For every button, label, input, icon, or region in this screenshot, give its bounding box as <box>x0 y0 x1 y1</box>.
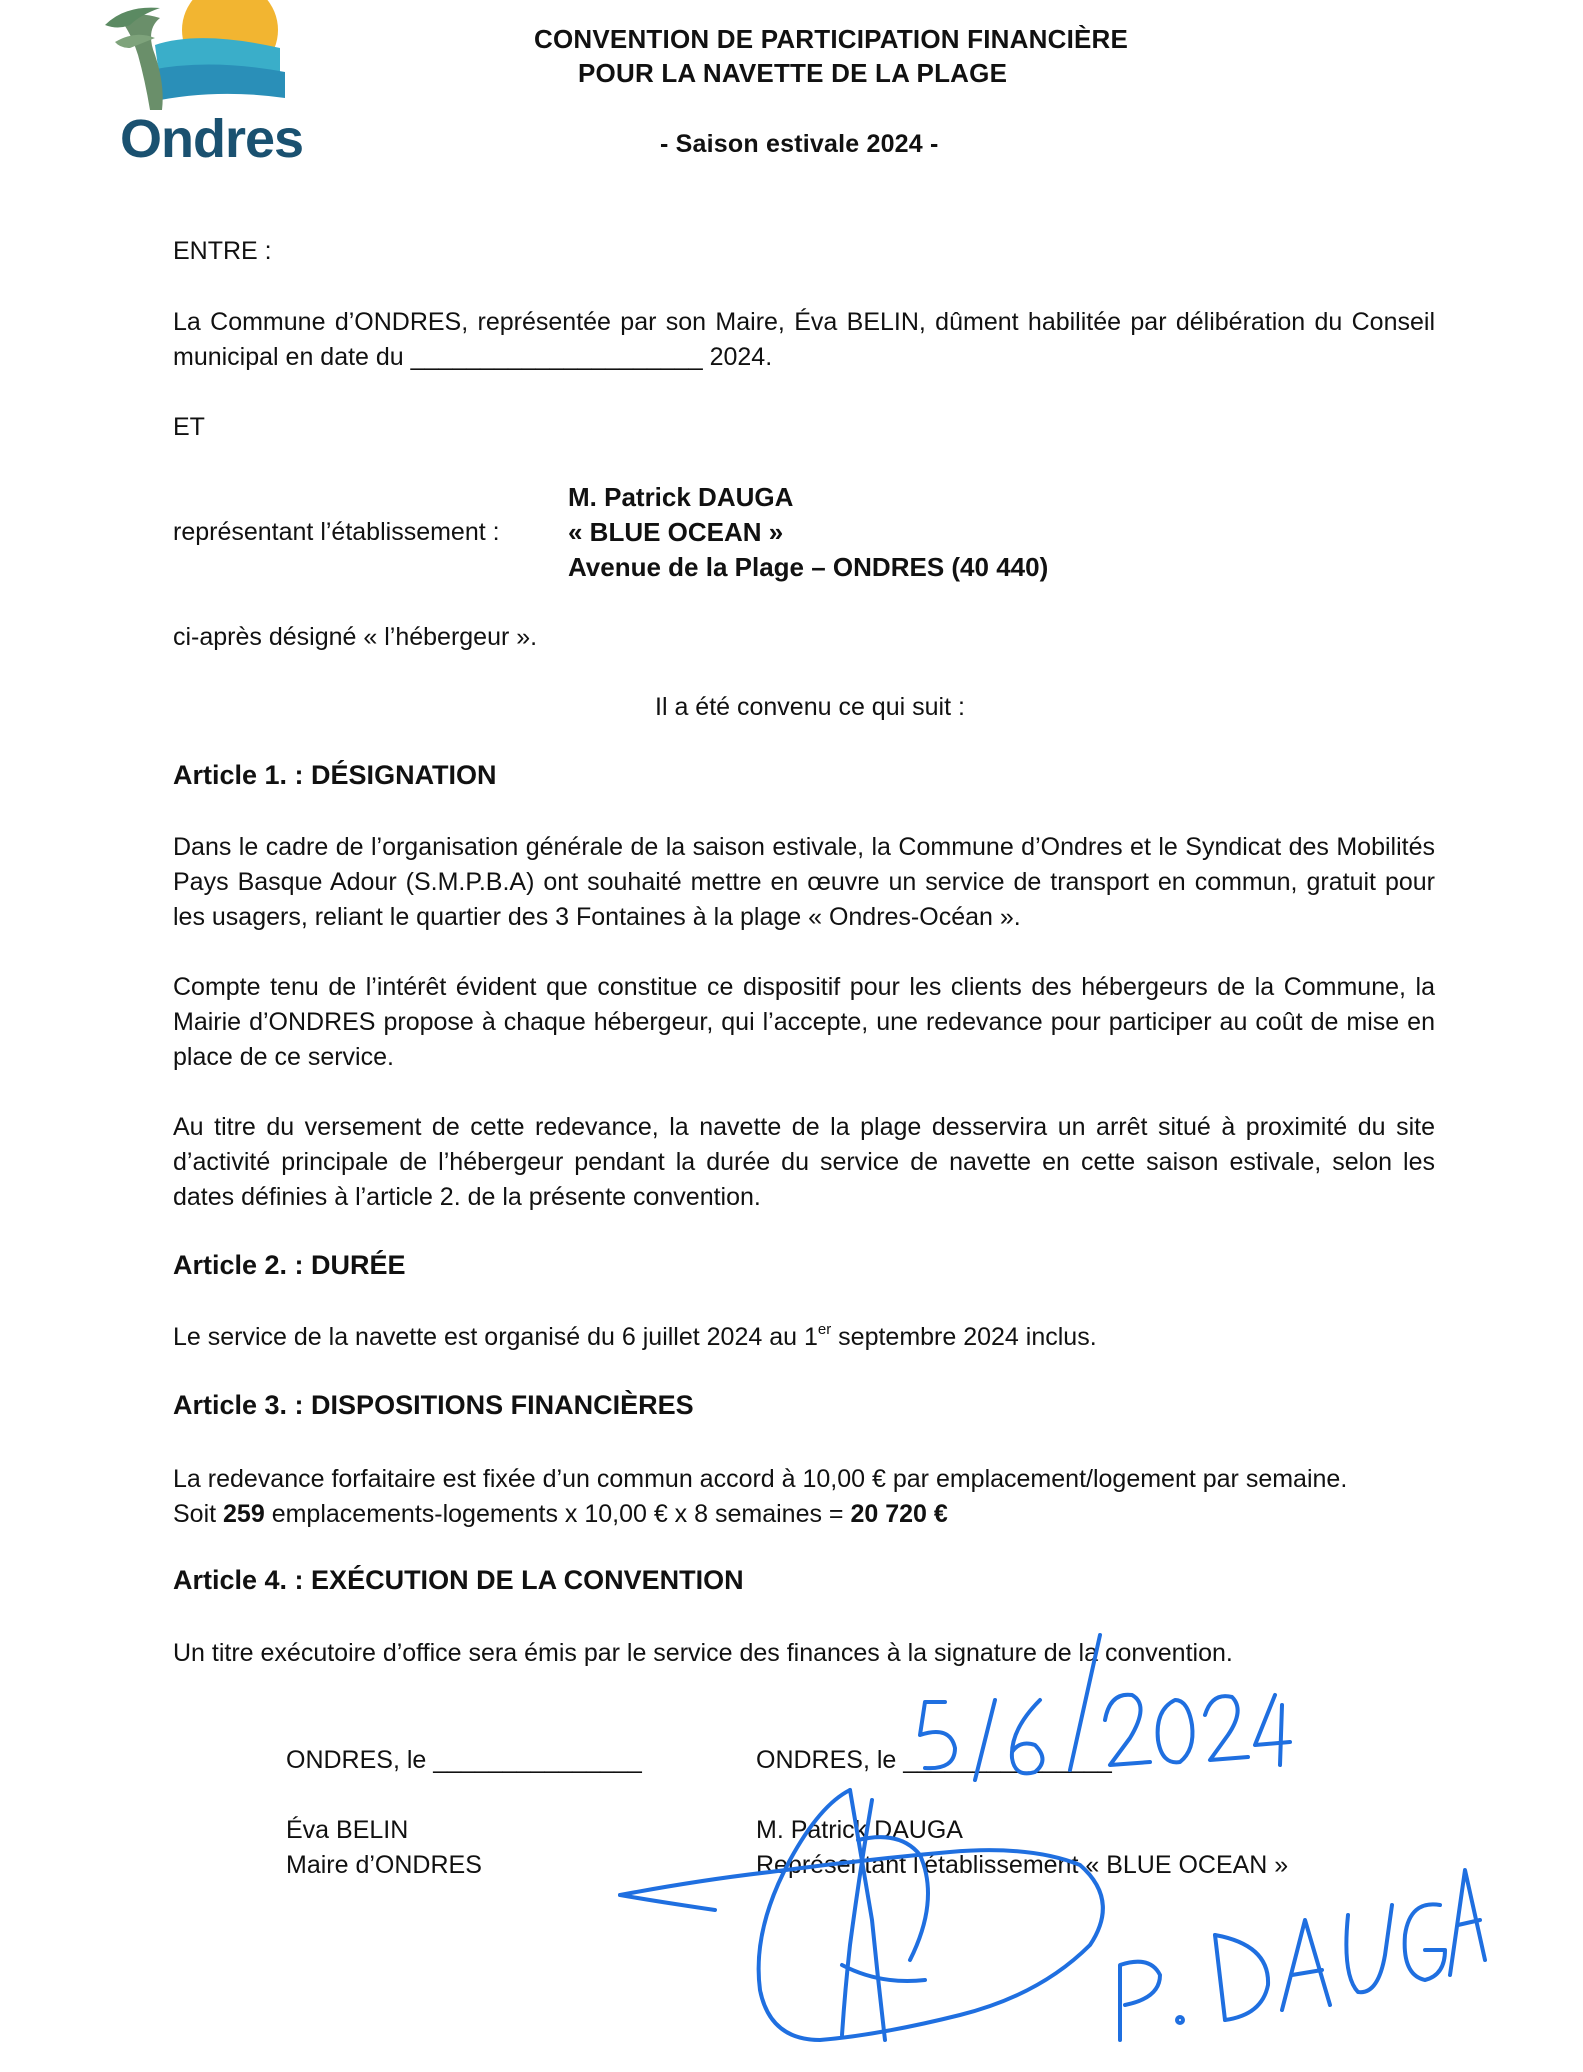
establishment-name: « BLUE OCEAN » <box>568 517 784 547</box>
article2-text-before: Le service de la navette est organisé du 6 juillet 2024 au 1 <box>173 1323 818 1351</box>
article2-text-sup: er <box>817 1320 832 1338</box>
designation-text: ci-après désigné « l’hébergeur ». <box>173 623 538 651</box>
establishment-address: Avenue de la Plage – ONDRES (40 440) <box>568 552 1049 582</box>
right-signature-place: ONDRES, le _______________ <box>756 1746 1112 1774</box>
commune-paragraph: La Commune d’ONDRES, représentée par son Maire, Éva BELIN, dûment habilitée par délibération du Conseil municipal en date du _____________________ 2024. <box>173 308 1435 371</box>
document-title-line1: CONVENTION DE PARTICIPATION FINANCIÈRE <box>534 24 1129 54</box>
article1-paragraph1: Dans le cadre de l’organisation générale de la saison estivale, la Commune d’Ondres et le Syndicat des Mobilités Pays Basque Adour (S.M.P.B.A) ont souhaité mettre en œuvre un service de transport en commun, gratuit pour les usagers, reliant le quartier des 3 Fontaines à la plage « Ondres-Océan ». <box>173 833 1435 931</box>
left-signature-place: ONDRES, le _______________ <box>286 1746 642 1774</box>
handwritten-date <box>920 1635 1290 1780</box>
handwritten-name <box>1120 1870 1485 2040</box>
article1-paragraph2: Compte tenu de l’intérêt évident que constitue ce dispositif pour les clients des hébergeurs de la Commune, la Mairie d’ONDRES propose à chaque hébergeur, qui l’accepte, une redevance pour participer au coût de mise en place de ce service. <box>173 973 1435 1071</box>
logo-wordmark: Ondres <box>120 109 304 169</box>
article3-total: 20 720 € <box>850 1500 948 1528</box>
representative-name: M. Patrick DAUGA <box>568 482 794 512</box>
et-label: ET <box>173 413 205 441</box>
right-signatory-role: Représentant l’établissement « BLUE OCEAN » <box>756 1851 1289 1879</box>
article1-title: Article 1. : DÉSIGNATION <box>173 760 497 790</box>
article2-title: Article 2. : DURÉE <box>173 1250 406 1280</box>
right-signatory-name: M. Patrick DAUGA <box>756 1816 963 1844</box>
article1-paragraph3: Au titre du versement de cette redevance, la navette de la plage desservira un arrêt situé à proximité du site d’activité principale de l’hébergeur pendant la durée du service de navette en cette saison estivale, selon les dates définies à l’article 2. de la présente convention. <box>173 1113 1435 1211</box>
article4-text: Un titre exécutoire d’office sera émis par le service des finances à la signature de la convention. <box>173 1639 1233 1667</box>
article2-text-after: septembre 2024 inclus. <box>831 1323 1097 1351</box>
article3-count: 259 <box>223 1500 265 1528</box>
left-signatory-role: Maire d’ONDRES <box>286 1851 482 1879</box>
agreement-intro: Il a été convenu ce qui suit : <box>655 693 965 721</box>
document-title-line2: POUR LA NAVETTE DE LA PLAGE <box>578 58 1008 88</box>
article4-title: Article 4. : EXÉCUTION DE LA CONVENTION <box>173 1565 744 1595</box>
handwritten-signature <box>620 1790 1103 2040</box>
establishment-label: représentant l’établissement : <box>173 518 500 546</box>
entre-label: ENTRE : <box>173 237 272 265</box>
article3-line1: La redevance forfaitaire est fixée d’un commun accord à 10,00 € par emplacement/logement par semaine. <box>173 1465 1348 1493</box>
article3-middle: emplacements-logements x 10,00 € x 8 semaines = <box>264 1500 851 1528</box>
article3-title: Article 3. : DISPOSITIONS FINANCIÈRES <box>173 1390 694 1420</box>
article3-prefix: Soit <box>173 1500 224 1528</box>
left-signatory-name: Éva BELIN <box>286 1816 409 1844</box>
season-subtitle: - Saison estivale 2024 - <box>660 130 939 158</box>
